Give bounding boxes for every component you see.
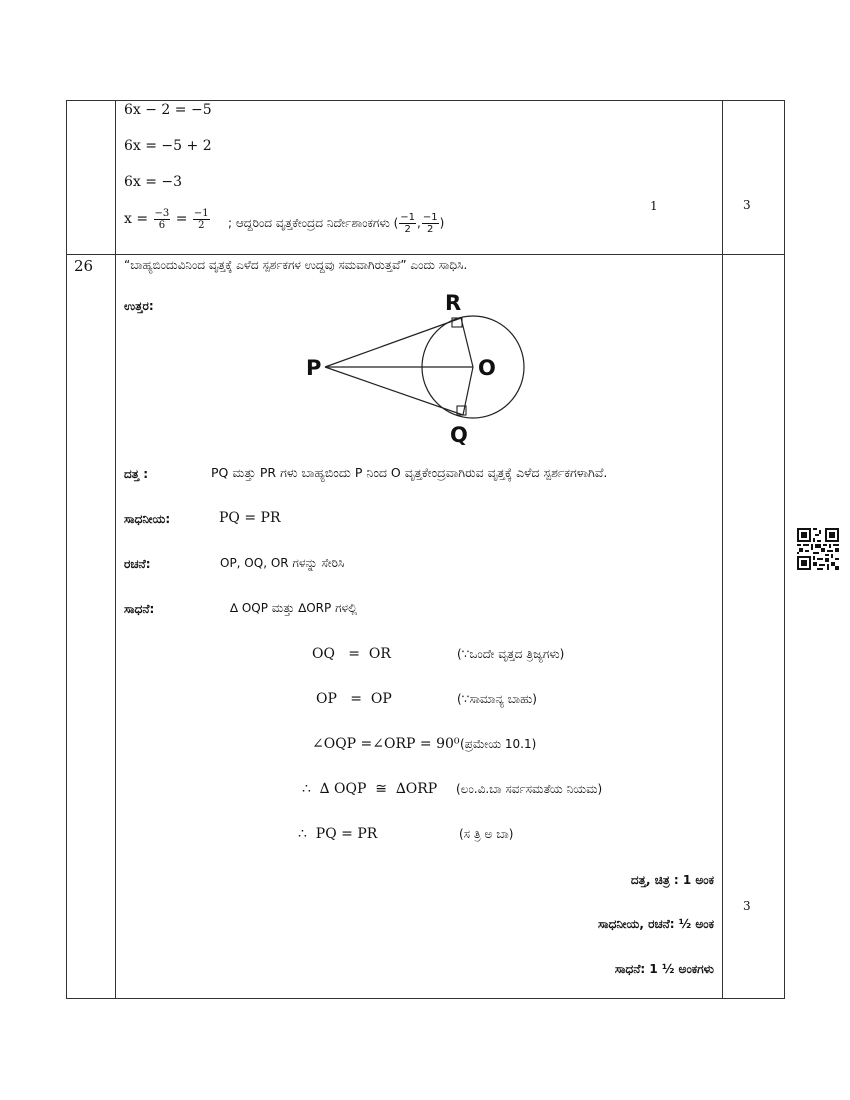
tangent-pr — [325, 318, 461, 367]
center-coordinates-text: ; ಆದ್ದರಿಂದ ವೃತ್ತಕೇಂದ್ರದ ನಿರ್ದೇಶಾಂಕಗಳು ( — [228, 216, 399, 230]
coordinate-comma: , — [417, 216, 421, 230]
tangent-diagram — [300, 288, 540, 448]
marks-breakdown-2: ಸಾಧನೀಯ, ರಚನೆ: ½ ಅಂಕ — [598, 917, 714, 931]
proof-statement-3: ∠OQP =∠ORP = 90⁰ — [312, 736, 460, 752]
proof-statement-4: ∴ ∆ OQP ≅ ∆ORP — [302, 781, 438, 797]
total-mark-row2: 3 — [743, 899, 751, 913]
proof-reason-3: (ಪ್ರಮೇಯ 10.1) — [460, 737, 537, 751]
proof-reason-2: (∵ಸಾಮಾನ್ಯ ಬಾಹು) — [457, 692, 537, 706]
column-divider-marks — [722, 100, 723, 999]
construction-label: ರಚನೆ: — [124, 557, 151, 571]
row-divider — [66, 254, 784, 255]
coordinate-x-fraction — [399, 212, 416, 235]
label-q: Q — [450, 423, 468, 447]
proof-statement-2: OP = OP — [316, 691, 392, 707]
proof-reason-5: (ಸ ತ್ರಿ ಅ ಬಾ) — [459, 827, 514, 841]
fraction-minus3-over-6 — [154, 208, 171, 231]
fraction-denominator: 2 — [404, 224, 411, 235]
equation-line-4 — [124, 206, 211, 232]
label-r: R — [445, 291, 462, 315]
qr-code-icon — [797, 528, 839, 570]
proof-reason-1: (∵ಒಂದೇ ವೃತ್ತದ ತ್ರಿಜ್ಯಗಳು) — [457, 647, 565, 661]
marks-breakdown-3: ಸಾಧನೆ: 1 ½ ಅಂಕಗಳು — [614, 962, 714, 976]
question-number: 26 — [74, 257, 94, 275]
given-label: ದತ್ತ : — [124, 467, 149, 481]
x-equals: x = — [124, 211, 149, 227]
proof-statement-5: ∴ PQ = PR — [298, 826, 378, 842]
table-bottom-border — [66, 998, 784, 999]
construction-text: OP, OQ, OR ಗಳನ್ನು ಸೇರಿಸಿ — [220, 556, 345, 570]
fraction-numerator: −3 — [154, 207, 170, 219]
equation-line-1: 6x − 2 = −5 — [124, 102, 212, 118]
center-coordinates-line — [228, 210, 444, 236]
equation-line-2: 6x = −5 + 2 — [124, 138, 212, 154]
marks-breakdown-1: ದತ್ತ, ಚಿತ್ರ : 1 ಅಂಕ — [630, 873, 714, 887]
to-prove-text: PQ = PR — [219, 510, 281, 526]
coordinate-close-paren: ) — [439, 216, 445, 230]
given-text: PQ ಮತ್ತು PR ಗಳು ಬಾಹ್ಯಬಿಂದು P ನಿಂದ O ವೃತ್ತಕೇಂದ್ರವಾಗಿರುವ ವೃತ್ತಕ್ಕೆ ಎಳೆದ ಸ್ಪರ್ಶಕಗಳಾಗಿವೆ. — [211, 465, 608, 480]
proof-intro: ∆ OQP ಮತ್ತು ∆ORP ಗಳಲ್ಲಿ — [230, 601, 358, 615]
to-prove-label: ಸಾಧನೀಯ: — [124, 512, 171, 526]
table-right-border — [784, 100, 785, 999]
label-o: O — [478, 356, 496, 380]
tangent-pq — [325, 367, 463, 415]
equals-sign: = — [175, 211, 188, 227]
column-divider-number — [115, 100, 116, 999]
step-mark: 1 — [650, 199, 658, 213]
radius-oq — [463, 367, 473, 415]
proof-reason-4: (ಲಂ.ವಿ.ಬಾ ಸರ್ವಸಮತೆಯ ನಿಯಮ) — [456, 782, 603, 796]
fraction-denominator: 2 — [198, 219, 205, 231]
fraction-numerator: −1 — [422, 212, 438, 223]
fraction-numerator: −1 — [400, 212, 416, 223]
fraction-denominator: 6 — [158, 219, 166, 231]
table-left-border — [66, 100, 67, 999]
fraction-minus1-over-2 — [193, 208, 210, 231]
equation-line-3: 6x = −3 — [124, 174, 183, 190]
fraction-numerator: −1 — [193, 207, 209, 219]
question-text: “ಬಾಹ್ಯಬಿಂದುವಿನಿಂದ ವೃತ್ತಕ್ಕೆ ಎಳೆದ ಸ್ಪರ್ಶಕಗಳ ಉದ್ದವು ಸಮವಾಗಿರುತ್ತವೆ” ಎಂದು ಸಾಧಿಸಿ. — [124, 258, 468, 272]
proof-statement-1: OQ = OR — [312, 646, 391, 662]
proof-label: ಸಾಧನೆ: — [124, 602, 155, 616]
answer-label: ಉತ್ತರ: — [124, 299, 154, 313]
total-mark-row1: 3 — [743, 198, 751, 212]
radius-or — [461, 318, 473, 367]
label-p: P — [306, 356, 322, 380]
coordinate-y-fraction — [422, 212, 439, 235]
fraction-denominator: 2 — [427, 224, 434, 235]
